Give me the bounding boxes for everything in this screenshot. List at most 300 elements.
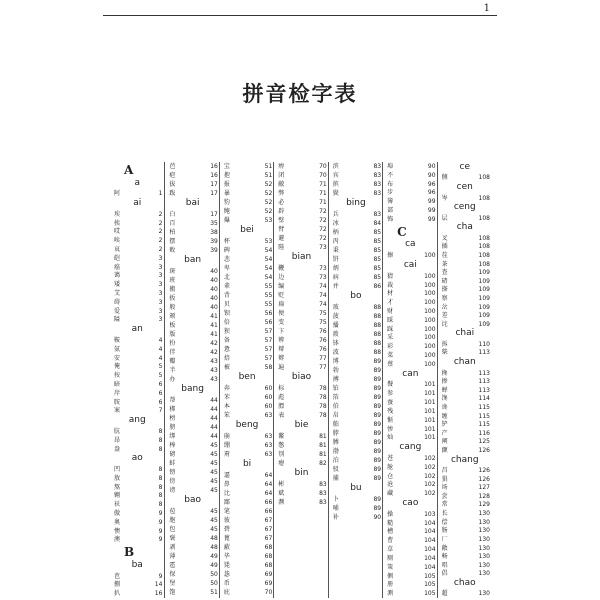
entry-page: 130 — [478, 527, 490, 535]
index-entry — [110, 298, 164, 307]
entry-character: 癌 — [114, 263, 121, 271]
entry-character: 产 — [441, 429, 448, 437]
entry-character: 拆 — [441, 340, 448, 348]
entry-character: 北 — [223, 274, 230, 281]
index-entry — [329, 447, 383, 456]
index-entry — [165, 228, 219, 237]
pinyin-heading: cen — [456, 182, 473, 193]
index-entry — [329, 393, 383, 402]
entry-character: 铲 — [441, 421, 448, 429]
entry-character: 长 — [441, 510, 448, 518]
entry-page: 81 — [319, 442, 327, 449]
index-entry — [220, 507, 274, 516]
entry-character: 惭 — [387, 416, 394, 424]
entry-character: 俺 — [114, 363, 121, 371]
index-entry — [220, 498, 274, 507]
index-entry — [383, 188, 437, 197]
entry-character: 痹 — [278, 163, 285, 170]
entry-page: 58 — [264, 364, 273, 371]
entry-character: 碧 — [223, 526, 230, 533]
entry-page: 45 — [210, 451, 218, 458]
entry-page: 85 — [373, 265, 382, 272]
entry-character: 膘 — [278, 403, 285, 410]
index-entry — [110, 398, 164, 407]
entry-page: 40 — [210, 268, 218, 275]
index-entry — [274, 189, 328, 198]
pinyin-heading: ce — [459, 162, 471, 172]
index-entry — [220, 534, 274, 543]
entry-character: 宾 — [332, 172, 339, 179]
index-entry — [220, 543, 274, 552]
entry-character: 参 — [387, 390, 394, 398]
entry-character: 博 — [332, 358, 339, 365]
index-entry — [165, 534, 219, 543]
entry-page: 4 — [158, 354, 163, 362]
index-entry — [329, 210, 383, 219]
entry-page: 101 — [424, 399, 436, 407]
entry-character: 测 — [387, 590, 394, 598]
index-entry — [165, 312, 219, 321]
entry-character: 逼 — [223, 472, 230, 479]
entry-character: 惫 — [223, 346, 230, 353]
index-entry — [329, 420, 383, 429]
entry-page: 55 — [264, 283, 273, 290]
entry-character: 鞭 — [278, 265, 285, 272]
entry-page: 54 — [264, 274, 273, 281]
entry-page: 43 — [210, 367, 218, 374]
entry-page: 60 — [264, 385, 273, 392]
index-entry — [274, 393, 328, 402]
entry-page: 89 — [373, 448, 382, 455]
section-letter: B — [124, 545, 135, 560]
index-entry — [383, 454, 437, 463]
entry-character: 埃 — [114, 210, 121, 218]
index-entry — [274, 180, 328, 189]
index-entry — [110, 580, 164, 589]
index-entry — [165, 375, 219, 384]
entry-character: 白 — [169, 211, 176, 218]
entry-page: 108 — [478, 251, 490, 259]
entry-character: 策 — [387, 563, 394, 571]
index-entry — [274, 354, 328, 363]
entry-page: 4 — [158, 337, 163, 344]
entry-character: 采 — [387, 334, 394, 342]
index-entry — [220, 198, 274, 207]
entry-page: 9 — [158, 510, 163, 518]
index-entry — [165, 450, 219, 459]
index-entry — [165, 468, 219, 477]
entry-character: 鼻 — [223, 481, 230, 488]
index-entry — [274, 225, 328, 234]
entry-character: 变 — [278, 319, 285, 326]
entry-character: 贝 — [223, 301, 230, 308]
index-entry — [274, 243, 328, 252]
index-entry — [165, 294, 219, 303]
pinyin-heading: chan — [453, 357, 476, 368]
entry-page: 100 — [424, 281, 436, 289]
index-entry — [329, 237, 383, 246]
entry-page: 8 — [158, 427, 163, 435]
index-entry — [329, 246, 383, 255]
entry-character: 叉 — [441, 234, 448, 242]
index-entry — [220, 171, 274, 180]
entry-page: 101 — [424, 381, 436, 389]
entry-page: 102 — [424, 472, 436, 480]
entry-page: 105 — [424, 581, 436, 589]
entry-page: 78 — [319, 385, 327, 392]
entry-character: 便 — [278, 310, 285, 317]
entry-page: 88 — [373, 304, 382, 311]
index-entry — [110, 389, 164, 398]
entry-page: 52 — [264, 199, 273, 206]
entry-page: 102 — [424, 463, 436, 471]
index-entry — [220, 255, 274, 264]
entry-page: 45 — [210, 478, 218, 485]
entry-character: 卜 — [332, 496, 339, 503]
entry-page: 108 — [478, 214, 490, 222]
index-entry — [329, 282, 383, 291]
index-entry — [329, 504, 383, 513]
entry-character: 版 — [169, 331, 176, 338]
index-entry — [274, 489, 328, 498]
entry-character: 甭 — [223, 451, 230, 458]
entry-character: 馋 — [441, 395, 448, 403]
entry-character: 肠 — [441, 527, 448, 535]
index-entry — [220, 327, 274, 336]
entry-page: 89 — [373, 376, 382, 383]
index-entry — [329, 465, 383, 474]
index-entry — [274, 162, 328, 171]
entry-character: 布 — [387, 180, 394, 188]
entry-page: 41 — [210, 331, 218, 338]
index-entry — [165, 162, 219, 171]
entry-page: 130 — [478, 561, 490, 569]
entry-character: 鲍 — [223, 208, 230, 215]
entry-character: 猖 — [441, 475, 448, 483]
entry-character: 班 — [169, 277, 176, 284]
entry-character: 哀 — [114, 246, 121, 254]
entry-page: 75 — [319, 319, 327, 326]
index-entry — [383, 360, 437, 369]
entry-character: 按 — [114, 372, 121, 380]
entry-page: 45 — [210, 487, 218, 494]
entry-page: 83 — [373, 163, 382, 170]
entry-character: 曹 — [387, 537, 394, 545]
pinyin-heading: bi — [242, 459, 252, 469]
entry-page: 63 — [264, 442, 273, 449]
entry-page: 100 — [424, 272, 436, 280]
entry-character: 奔 — [223, 385, 230, 392]
entry-character: 敖 — [114, 474, 121, 482]
entry-character: 舱 — [387, 463, 394, 471]
index-entry — [110, 535, 164, 544]
entry-character: 碴 — [441, 277, 448, 285]
index-entry — [110, 336, 164, 345]
pinyin-heading: cai — [403, 259, 417, 270]
index-entry — [383, 527, 437, 536]
entry-page: 49 — [210, 553, 218, 560]
entry-page: 81 — [319, 451, 327, 458]
index-entry — [383, 407, 437, 416]
entry-page: 72 — [319, 226, 327, 233]
entry-character: 磅 — [169, 451, 176, 458]
entry-page: 68 — [264, 553, 273, 560]
entry-character: 脖 — [332, 430, 339, 437]
index-column — [437, 162, 492, 598]
index-entry — [383, 389, 437, 398]
index-entry — [329, 321, 383, 330]
entry-page: 83 — [373, 181, 382, 188]
entry-page: 8 — [158, 492, 163, 500]
entry-character: 彼 — [223, 517, 230, 524]
entry-page: 114 — [478, 395, 490, 403]
entry-page: 115 — [478, 403, 490, 411]
entry-character: 陛 — [278, 244, 285, 251]
entry-character: 插 — [441, 243, 448, 251]
entry-page: 110 — [478, 340, 490, 348]
index-entry — [220, 162, 274, 171]
entry-character: 波 — [332, 349, 339, 356]
entry-character: 艾 — [114, 290, 121, 298]
entry-page: 109 — [478, 277, 490, 285]
entry-character: 唱 — [441, 561, 448, 569]
entry-page: 130 — [478, 518, 490, 526]
entry-page: 96 — [427, 189, 436, 197]
entry-character: 查 — [441, 269, 448, 277]
entry-page: 6 — [158, 389, 163, 397]
entry-page: 101 — [424, 390, 436, 398]
entry-character: 钵 — [332, 340, 339, 347]
index-entry — [220, 393, 274, 402]
entry-character: 帮 — [169, 397, 176, 404]
index-entry — [220, 216, 274, 225]
entry-character: 柴 — [441, 349, 448, 357]
entry-character: 丙 — [332, 238, 339, 245]
entry-page: 16 — [210, 172, 218, 179]
entry-page: 68 — [264, 544, 273, 551]
index-entry — [220, 552, 274, 561]
entry-page: 89 — [373, 439, 382, 446]
entry-character: 熬 — [114, 483, 121, 491]
index-entry — [274, 384, 328, 393]
entry-page: 103 — [424, 510, 436, 518]
index-entry — [165, 516, 219, 525]
index-entry — [165, 459, 219, 468]
entry-page: 105 — [424, 572, 436, 580]
index-entry — [165, 180, 219, 189]
index-entry — [220, 318, 274, 327]
entry-page: 45 — [210, 442, 218, 449]
entry-character: 臂 — [278, 226, 285, 233]
entry-character: 榜 — [169, 415, 176, 422]
entry-page: 130 — [478, 510, 490, 518]
entry-page: 83 — [373, 172, 382, 179]
entry-character: 芭 — [169, 163, 176, 170]
entry-page: 77 — [319, 364, 327, 371]
entry-character: 卑 — [223, 265, 230, 272]
index-entry — [110, 518, 164, 527]
entry-page: 9 — [158, 518, 163, 526]
entry-page: 52 — [264, 208, 273, 215]
index-entry — [383, 206, 437, 215]
index-entry — [110, 219, 164, 228]
entry-page: 82 — [319, 460, 327, 467]
entry-page: 56 — [264, 319, 273, 326]
index-entry — [110, 509, 164, 518]
entry-character: 驳 — [332, 466, 339, 473]
index-entry — [165, 441, 219, 450]
entry-character: 豹 — [223, 199, 230, 206]
entry-page: 85 — [373, 238, 382, 245]
index-entry — [165, 357, 219, 366]
entry-character: 毙 — [223, 562, 230, 569]
entry-character: 胞 — [169, 517, 176, 524]
entry-character: 柏 — [169, 229, 176, 236]
entry-page: 73 — [319, 274, 327, 281]
index-entry — [110, 483, 164, 492]
entry-character: 避 — [278, 235, 285, 242]
pinyin-heading: cha — [456, 222, 473, 233]
index-entry — [110, 445, 164, 454]
entry-page: 48 — [210, 535, 218, 542]
index-entry — [274, 198, 328, 207]
index-entry — [329, 474, 383, 483]
entry-character: 苯 — [223, 394, 230, 401]
index-entry — [383, 416, 437, 425]
entry-page: 74 — [319, 283, 327, 290]
index-entry — [383, 333, 437, 342]
entry-character: 场 — [441, 484, 448, 492]
index-entry — [220, 402, 274, 411]
index-entry — [220, 561, 274, 570]
entry-page: 89 — [373, 496, 382, 503]
entry-character: 帛 — [332, 412, 339, 419]
index-entry — [165, 189, 219, 198]
entry-character: 氨 — [114, 345, 121, 353]
index-entry — [383, 472, 437, 481]
pinyin-heading: ao — [131, 453, 143, 464]
entry-character: 不 — [387, 171, 394, 179]
entry-page: 85 — [373, 229, 382, 236]
index-entry — [383, 510, 437, 519]
entry-character: 秉 — [332, 247, 339, 254]
page-number: 1 — [483, 3, 490, 14]
entry-character: 凹 — [114, 466, 121, 474]
entry-character: 彬 — [278, 481, 285, 488]
index-entry — [110, 436, 164, 445]
entry-page: 108 — [478, 260, 490, 268]
index-entry — [165, 171, 219, 180]
index-entry — [329, 429, 383, 438]
index-entry — [274, 282, 328, 291]
entry-character: 谗 — [441, 403, 448, 411]
entry-character: 兵 — [332, 211, 339, 218]
entry-character: 拔 — [169, 181, 176, 188]
entry-page: 50 — [210, 580, 218, 587]
index-entry — [220, 411, 274, 420]
index-column — [164, 162, 219, 598]
index-entry — [274, 498, 328, 507]
entry-character: 补 — [332, 514, 339, 521]
entry-character: 超 — [441, 590, 448, 598]
index-entry — [110, 307, 164, 316]
entry-page: 90 — [427, 171, 436, 179]
entry-page: 72 — [319, 208, 327, 215]
index-entry — [220, 246, 274, 255]
index-entry — [110, 227, 164, 236]
entry-character: 绷 — [223, 442, 230, 449]
entry-character: 敞 — [441, 544, 448, 552]
entry-page: 89 — [373, 505, 382, 512]
index-entry — [110, 527, 164, 536]
entry-page: 8 — [158, 436, 163, 444]
entry-page: 108 — [478, 243, 490, 251]
entry-character: 拨 — [332, 331, 339, 338]
entry-page: 100 — [424, 290, 436, 298]
index-entry — [383, 425, 437, 434]
entry-page: 70 — [319, 172, 327, 179]
entry-character: 渤 — [332, 448, 339, 455]
entry-character: 遍 — [278, 364, 285, 371]
entry-character: 埠 — [387, 163, 394, 170]
index-entry — [220, 525, 274, 534]
index-entry — [274, 300, 328, 309]
entry-character: 褒 — [169, 535, 176, 542]
entry-character: 皑 — [114, 254, 121, 262]
entry-page: 51 — [264, 172, 273, 179]
entry-character: 矮 — [114, 281, 121, 289]
entry-page: 73 — [319, 265, 327, 272]
entry-page: 45 — [210, 460, 218, 467]
index-entry — [165, 405, 219, 414]
entry-page: 54 — [264, 247, 273, 254]
entry-page: 76 — [319, 346, 327, 353]
entry-character: 财 — [387, 308, 394, 315]
index-entry — [329, 339, 383, 348]
index-entry — [165, 237, 219, 246]
entry-page: 113 — [478, 378, 490, 386]
entry-page: 8 — [158, 501, 163, 509]
index-entry — [220, 207, 274, 216]
entry-page: 16 — [154, 590, 163, 598]
entry-character: 册 — [387, 581, 394, 589]
pinyin-heading: bei — [240, 225, 254, 235]
entry-character: 诧 — [441, 320, 448, 328]
entry-page: 102 — [424, 481, 436, 489]
pinyin-heading: bang — [181, 384, 204, 394]
entry-page: 113 — [478, 386, 490, 394]
entry-character: 捌 — [114, 581, 121, 589]
entry-character: 厕 — [387, 554, 394, 562]
entry-character: 沧 — [387, 481, 394, 489]
entry-page: 55 — [264, 292, 273, 299]
index-entry — [383, 281, 437, 290]
entry-character: 蔼 — [114, 272, 121, 280]
entry-page: 89 — [373, 358, 382, 365]
entry-character: 崩 — [223, 433, 230, 440]
index-entry — [165, 588, 219, 597]
entry-page: 57 — [264, 337, 273, 344]
index-entry — [110, 500, 164, 509]
entry-page: 55 — [264, 301, 273, 308]
header-rule — [103, 15, 497, 16]
index-entry — [165, 423, 219, 432]
entry-character: 偿 — [441, 518, 448, 526]
entry-page: 130 — [478, 570, 490, 578]
index-entry — [329, 384, 383, 393]
entry-character: 雹 — [169, 562, 176, 569]
entry-page: 99 — [427, 207, 436, 215]
